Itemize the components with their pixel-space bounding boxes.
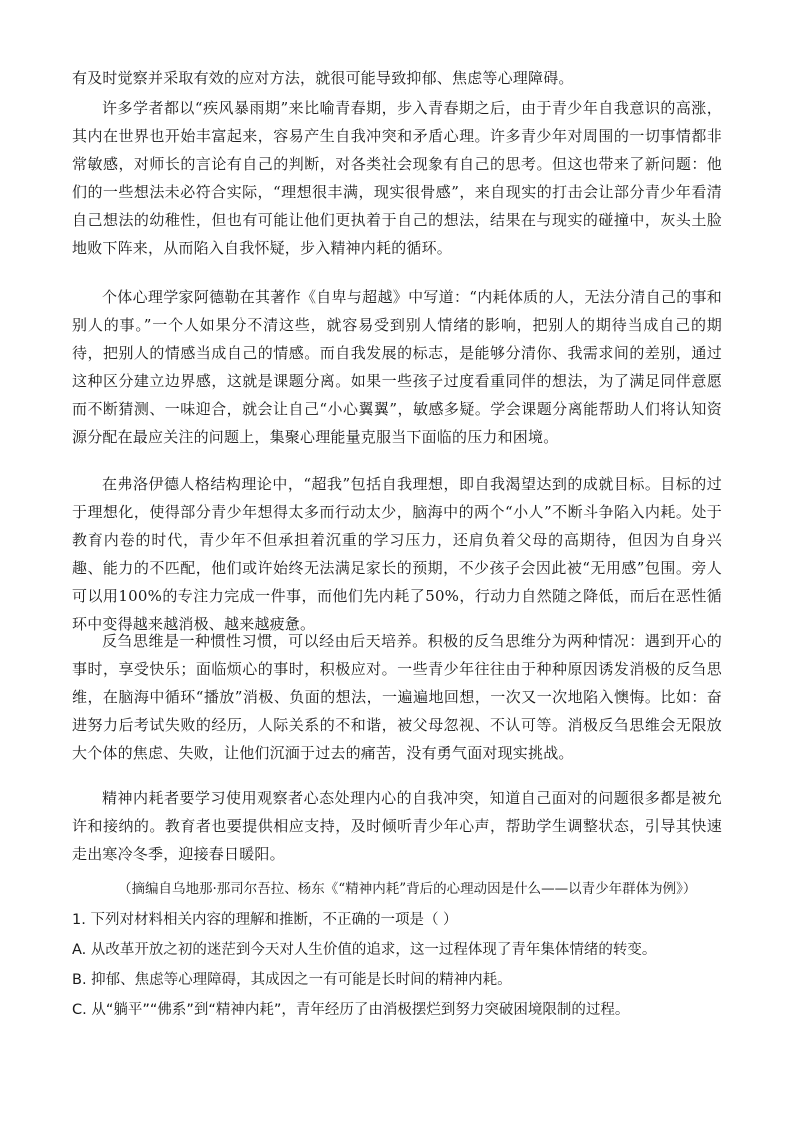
option-a: A. 从改革开放之初的迷茫到今天对人生价值的追求，这一过程体现了青年集体情绪的转变。 bbox=[72, 942, 657, 958]
source-citation: （摘编自乌地那·那司尔吾拉、杨东《“精神内耗”背后的心理动因是什么——以青少年群体为例》） bbox=[118, 881, 697, 897]
paragraph-adolescence: 许多学者都以“疾风暴雨期”来比喻青春期，步入青春期之后，由于青少年自我意识的高涨，其内在世界也开始丰富起来，容易产生自我冲突和矛盾心理。许多青少年对周围的一切事情都非常敏感，对师长的言论有自己的判断，对各类社会现象有自己的思考。但这也带来了新问题：他们的一些想法未必符合实际，“理想很丰满，现实很骨感”，来自现实的打击会让部分青少年看清自己想法的幼稚性，但也有可能让他们更执着于自己的想法，结果在与现实的碰撞中，灰头土脸地败下阵来，从而陷入自我怀疑，步入精神内耗的循环。 bbox=[72, 99, 722, 257]
option-b: B. 抑郁、焦虑等心理障碍，其成因之一有可能是长时间的精神内耗。 bbox=[72, 972, 512, 988]
paragraph-continued: 有及时觉察并采取有效的应对方法，就很可能导致抑郁、焦虑等心理障碍。 bbox=[72, 69, 574, 87]
paragraph-freud: 在弗洛伊德人格结构理论中，“超我”包括自我理想，即自我渴望达到的成就目标。目标的过于理想化，使得部分青少年想得太多而行动太少，脑海中的两个“小人”不断斗争陷入内耗。处于教育内卷的时代，青少年不但承担着沉重的学习压力，还肩负着父母的高期待，但因为自身兴趣、能力的不匹配，他们或许始终无法满足家长的预期，不少孩子会因此被“无用感”包围。旁人可以用100%的专注力完成一件事，而他们先内耗了50%，行动力自然随之降低，而后在恶性循环中变得越来越消极、越来越疲惫。 bbox=[72, 475, 722, 633]
paragraph-conclusion: 精神内耗者要学习使用观察者心态处理内心的自我冲突，知道自己面对的问题很多都是被允许和接纳的。教育者也要提供相应支持，及时倾听青少年心声，帮助学生调整状态，引导其快速走出寒冷冬季，迎接春日暖阳。 bbox=[72, 789, 722, 863]
paragraph-adler: 个体心理学家阿德勒在其著作《自卑与超越》中写道：“内耗体质的人，无法分清自己的事和别人的事。”一个人如果分不清这些，就容易受到别人情绪的影响，把别人的期待当成自己的期待，把别人的情感当成自己的情感。而自我发展的标志，是能够分清你、我需求间的差别，通过这种区分建立边界感，这就是课题分离。如果一些孩子过度看重同伴的想法，为了满足同伴意愿而不断猜测、一味迎合，就会让自己“小心翼翼”，敏感多疑。学会课题分离能帮助人们将认知资源分配在最应关注的问题上，集聚心理能量克服当下面临的压力和困境。 bbox=[72, 288, 722, 446]
option-c: C. 从“躺平”“佛系”到“精神内耗”，青年经历了由消极摆烂到努力突破困境限制的过程。 bbox=[72, 1002, 630, 1018]
question-stem: 1. 下列对材料相关内容的理解和推断，不正确的一项是（ ） bbox=[72, 912, 458, 928]
paragraph-rumination: 反刍思维是一种惯性习惯，可以经由后天培养。积极的反刍思维分为两种情况：遇到开心的事时，享受快乐；面临烦心的事时，积极应对。一些青少年往往由于种种原因诱发消极的反刍思维，在脑海中循环“播放”消极、负面的想法，一遍遍地回想，一次又一次地陷入懊悔。比如：奋进努力后考试失败的经历，人际关系的不和谐，被父母忽视、不认可等。消极反刍思维会无限放大个体的焦虑、失败，让他们沉湎于过去的痛苦，没有勇气面对现实挑战。 bbox=[72, 632, 722, 762]
